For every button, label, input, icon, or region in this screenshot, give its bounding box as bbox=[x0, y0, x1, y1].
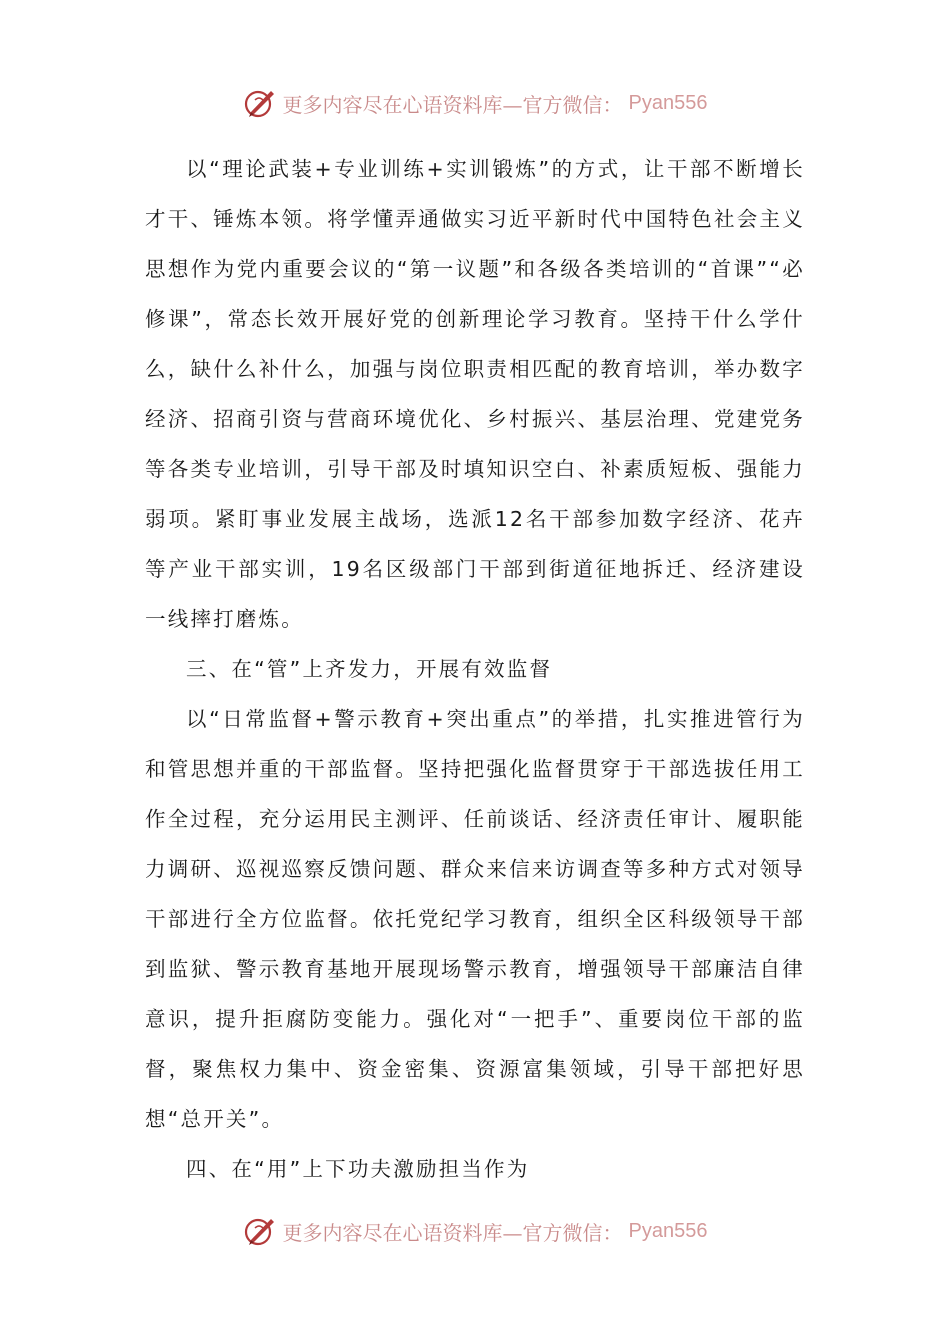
section-heading: 三、在“管”上齐发力，开展有效监督 bbox=[186, 657, 553, 681]
paragraph: 以“日常监督+警示教育+突出重点”的举措，扎实推进管行为和管思想并重的干部监督。坚持把强化监督贯穿于干部选拔任用工作全过程，充分运用民主测评、任前谈话、经济责任审计、履职能力调研、巡视巡察反馈问题、群众来信来访调查等多种方式对领导干部进行全方位监督。依托党纪学习教育，组织全区科级领导干部到监狱、警示教育基地开展现场警示教育，增强领导干部廉洁自律意识，提升拒腐防变能力。强化对“一把手”、重要岗位干部的监督，聚焦权力集中、资金密集、资源富集领域，引导干部把好思想“总开关”。 bbox=[145, 707, 805, 1131]
watermark-footer bbox=[0, 1206, 950, 1256]
pen-logo-icon bbox=[243, 1214, 277, 1248]
watermark-header bbox=[0, 78, 950, 128]
watermark-text: 更多内容尽在心语资料库—官方微信： bbox=[282, 1220, 623, 1245]
watermark-text: 更多内容尽在心语资料库—官方微信： bbox=[282, 92, 623, 117]
document-body bbox=[145, 144, 805, 1194]
watermark-wechat-id: Pyan556 bbox=[628, 91, 708, 114]
section-heading: 四、在“用”上下功夫激励担当作为 bbox=[186, 1157, 530, 1181]
paragraph: 以“理论武装+专业训练+实训锻炼”的方式，让干部不断增长才干、锤炼本领。将学懂弄通做实习近平新时代中国特色社会主义思想作为党内重要会议的“第一议题”和各级各类培训的“首课”“必修课”，常态长效开展好党的创新理论学习教育。坚持干什么学什么，缺什么补什么，加强与岗位职责相匹配的教育培训，举办数字经济、招商引资与营商环境优化、乡村振兴、基层治理、党建党务等各类专业培训，引导干部及时填知识空白、补素质短板、强能力弱项。紧盯事业发展主战场，选派12名干部参加数字经济、花卉等产业干部实训，19名区级部门干部到街道征地拆迁、经济建设一线摔打磨炼。 bbox=[145, 157, 805, 631]
watermark-wechat-id: Pyan556 bbox=[628, 1219, 708, 1242]
pen-logo-icon bbox=[243, 86, 277, 120]
